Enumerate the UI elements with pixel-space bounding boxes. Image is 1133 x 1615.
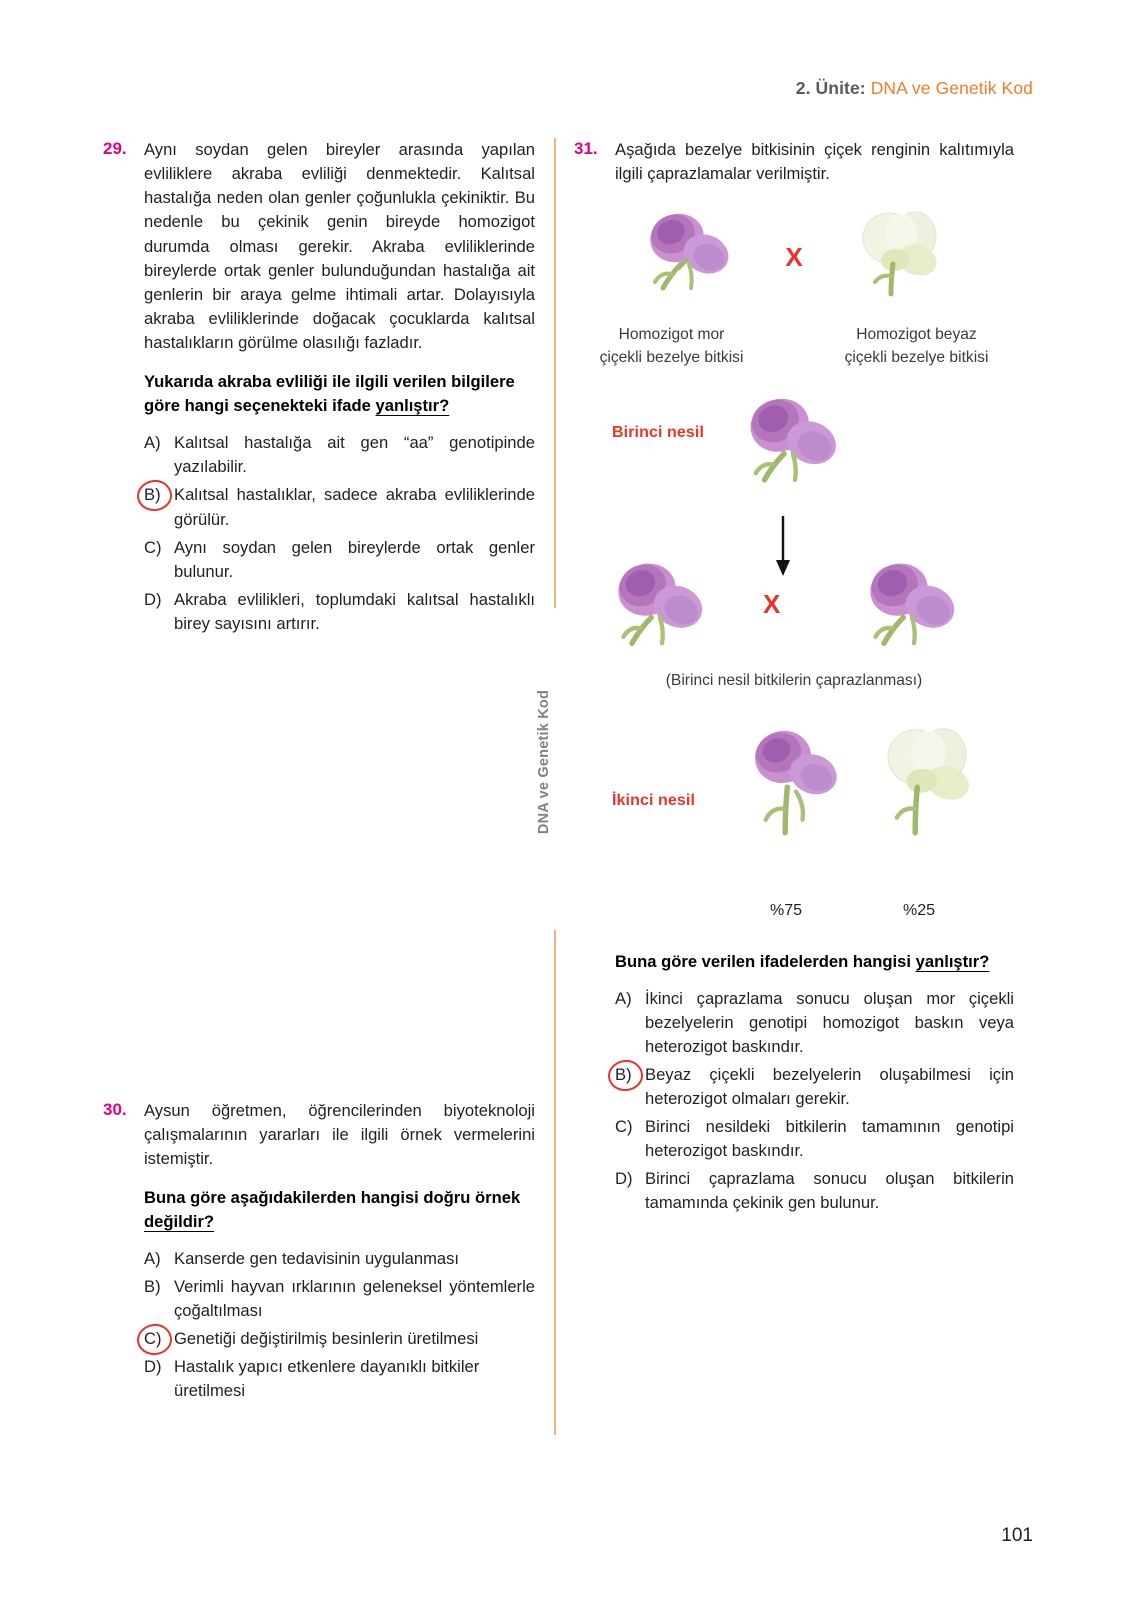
f2-white-flower-icon: [874, 720, 978, 848]
option-30-d-letter: D): [144, 1357, 162, 1377]
question-29-prompt: [144, 370, 535, 418]
option-30-b-text: Verimli hayvan ırklarının geleneksel yöntemlerle çoğaltılması: [174, 1277, 535, 1321]
parent-right-caption-line1: Homozigot beyaz: [856, 326, 977, 344]
f2-generation-label: İkinci nesil: [612, 791, 696, 809]
option-30-c-letter: C): [144, 1327, 174, 1351]
white-flower-icon: [849, 202, 945, 312]
option-29-c[interactable]: [144, 536, 535, 584]
question-31-prompt: [615, 950, 1014, 974]
parent-left-caption-line1: Homozigot mor: [618, 326, 725, 344]
option-31-c-text: Birinci nesildeki bitkilerin tamamının genotipi heterozigot baskındır.: [645, 1116, 1014, 1160]
question-29-prompt-underlined: yanlıştır?: [375, 396, 450, 416]
f2-generation-area: [574, 720, 1014, 900]
option-31-b[interactable]: [615, 1063, 1014, 1111]
page-header: [796, 78, 1033, 99]
question-31: [574, 138, 1014, 1215]
parent-right-caption: [824, 324, 1009, 369]
f2-percentages-row: [574, 902, 1014, 928]
f1-parent-flower-icon: [740, 386, 850, 506]
column-divider-top: [554, 138, 556, 608]
option-29-c-letter: C): [144, 537, 162, 557]
option-30-b[interactable]: [144, 1275, 535, 1323]
option-30-a-text: Kanserde gen tedavisinin uygulanması: [174, 1249, 460, 1269]
left-column: [103, 138, 535, 1408]
cross-symbol-f1: X: [763, 588, 781, 619]
page-number: 101: [1001, 1525, 1033, 1546]
option-29-d[interactable]: [144, 588, 535, 636]
unit-number: 2. Ünite:: [795, 78, 866, 98]
vertical-unit-label: DNA ve Genetik Kod: [536, 690, 552, 835]
parent-left-caption: [579, 324, 764, 369]
option-30-a[interactable]: [144, 1247, 535, 1271]
option-30-d-text: Hastalık yapıcı etkenlere dayanıklı bitkiler üretilmesi: [174, 1357, 480, 1401]
option-29-c-text: Aynı soydan gelen bireylerde ortak genler bulunur.: [174, 537, 535, 581]
question-30-number: 30.: [103, 1099, 127, 1119]
question-30-prompt: [144, 1186, 535, 1234]
f1-right-flower-icon: [860, 551, 968, 669]
parent-captions-row: [574, 324, 1014, 369]
option-31-b-text: Beyaz çiçekli bezelyelerin oluşabilmesi için heterozigot olmaları gerekir.: [645, 1064, 1014, 1108]
option-31-b-letter: B): [615, 1063, 645, 1087]
option-29-a-text: Kalıtsal hastalığa ait gen “aa” genotipinde yazılabilir.: [174, 433, 535, 477]
right-column: [574, 138, 1014, 1219]
question-31-prompt-underlined: yanlıştır?: [915, 951, 990, 971]
question-29-number: 29.: [103, 139, 127, 158]
option-31-c[interactable]: [615, 1115, 1014, 1163]
f2-purple-flower-icon: [744, 720, 848, 848]
question-31-prompt-plain: Buna göre verilen ifadelerden hangisi: [615, 951, 916, 971]
option-29-d-text: Akraba evlilikleri, toplumdaki kalıtsal hastalıklı birey sayısını artırır.: [174, 589, 535, 633]
unit-name: DNA ve Genetik Kod: [870, 78, 1033, 98]
question-29-prompt-plain: Yukarıda akraba evliliği ile ilgili verilen bilgilere göre hangi seçenekteki ifade: [144, 372, 515, 416]
parent-left-caption-line2: çiçekli bezelye bitkisi: [599, 348, 744, 366]
question-30-options: [144, 1247, 535, 1403]
cross-symbol-parent: X: [785, 241, 803, 272]
option-29-b-letter: B): [144, 483, 174, 507]
option-31-d-letter: D): [615, 1168, 633, 1188]
percentage-purple: %75: [770, 901, 803, 919]
option-29-d-letter: D): [144, 589, 162, 609]
purple-flower-icon: [643, 202, 739, 312]
question-31-text: Aşağıda bezelye bitkisinin çiçek renginin kalıtımıyla ilgili çaprazlamalar verilmiştir.: [615, 140, 1014, 184]
option-30-c[interactable]: [144, 1327, 535, 1351]
f1-caption: (Birinci nesil bitkilerin çaprazlanması): [665, 671, 923, 689]
question-31-number: 31.: [574, 139, 598, 158]
question-29: [103, 138, 535, 640]
question-31-options: [615, 987, 1014, 1215]
percentage-white: %25: [903, 901, 936, 919]
question-30-text: Aysun öğretmen, öğrencilerinden biyoteknoloji çalışmalarının yararları ile ilgili örnek vermelerini istemiştir.: [144, 1100, 535, 1169]
option-31-a[interactable]: [615, 987, 1014, 1059]
question-30-prompt-plain: Buna göre aşağıdakilerden hangisi doğru örnek: [144, 1188, 521, 1208]
genetics-cross-diagram: [574, 202, 1014, 927]
option-30-b-letter: B): [144, 1277, 161, 1297]
question-30: [103, 1099, 535, 1408]
question-29-options: [144, 431, 535, 635]
down-arrow-icon: [772, 516, 794, 578]
option-29-b[interactable]: [144, 483, 535, 531]
f1-generation-label: Birinci nesil: [612, 423, 704, 441]
option-29-a-letter: A): [144, 433, 161, 453]
option-31-a-text: İkinci çaprazlama sonucu oluşan mor çiçekli bezelyelerin genotipi homozigot baskın veya heterozigot baskındır.: [645, 988, 1014, 1056]
option-30-d[interactable]: [144, 1355, 535, 1403]
option-29-b-text: Kalıtsal hastalıklar, sadece akraba evliliklerinde görülür.: [174, 485, 535, 529]
option-29-a[interactable]: [144, 431, 535, 479]
option-31-c-letter: C): [615, 1116, 633, 1136]
option-30-c-text: Genetiği değiştirilmiş besinlerin üretilmesi: [174, 1329, 479, 1349]
option-31-d[interactable]: [615, 1167, 1014, 1215]
option-31-a-letter: A): [615, 988, 632, 1008]
parent-right-caption-line2: çiçekli bezelye bitkisi: [844, 348, 989, 366]
option-30-a-letter: A): [144, 1249, 161, 1269]
parent-generation-row: [574, 202, 1014, 312]
f1-generation-area: [574, 386, 1014, 686]
question-29-text: Aynı soydan gelen bireyler arasında yapılan evliliklere akraba evliliği denmektedir. Kalıtsal hastalığa neden olan genler çoğunlukla çekiniktir. Bu nedenle bu çekinik genin bireyde homozigot durumda olması gerekir. Akraba evliliklerinde bireylerde ortak genler bulunduğundan hastalığa ait genlerin bir araya gelme ihtimali artar. Dolayısıyla akraba evliliklerinde doğacak çocuklarda kalıtsal hastalıkların görülme olasılığı fazladır.: [144, 140, 535, 353]
question-30-prompt-underlined: değildir?: [144, 1212, 215, 1232]
option-31-d-text: Birinci çaprazlama sonucu oluşan bitkilerin tamamında çekinik gen bulunur.: [645, 1168, 1014, 1212]
column-divider-bottom: [554, 930, 556, 1435]
f1-left-flower-icon: [608, 551, 716, 669]
